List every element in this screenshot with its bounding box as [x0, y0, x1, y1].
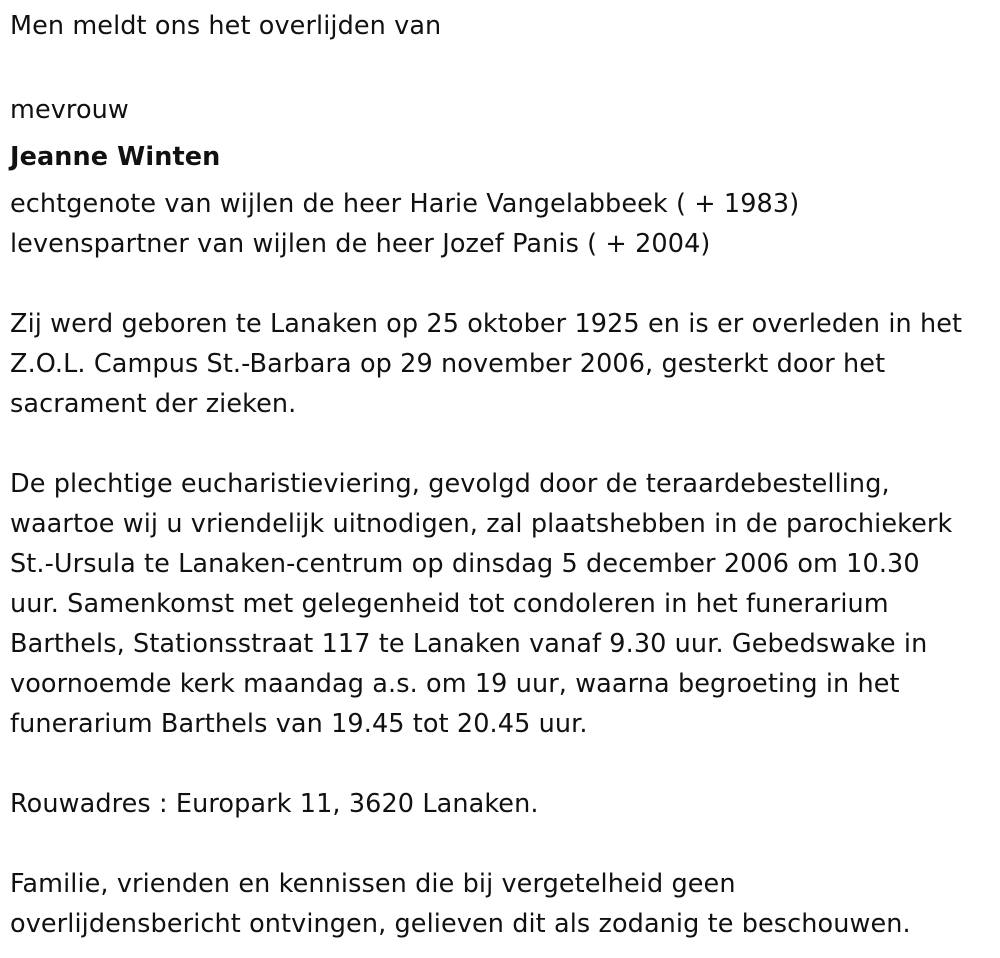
intro-text: Men meldt ons het overlijden van — [10, 11, 442, 41]
paragraph-line: sacrament der zieken. — [10, 389, 297, 419]
paragraph-line: waartoe wij u vriendelijk uitnodigen, zal plaatshebben in de parochiekerk — [10, 509, 953, 539]
relations-block — [10, 184, 995, 264]
paragraph-line: uur. Samenkomst met gelegenheid tot condoleren in het funerarium — [10, 589, 889, 619]
paragraph-line: St.-Ursula te Lanaken-centrum op dinsdag 5 december 2006 om 10.30 — [10, 549, 920, 579]
paragraph-line: voornoemde kerk maandag a.s. om 19 uur, waarna begroeting in het — [10, 669, 900, 699]
spacer — [10, 824, 995, 864]
death-notice — [10, 6, 995, 944]
paragraph-line: Rouwadres : Europark 11, 3620 Lanaken. — [10, 789, 539, 819]
closing-paragraph — [10, 864, 995, 944]
spacer — [10, 744, 995, 784]
paragraph-line: Barthels, Stationsstraat 117 te Lanaken vanaf 9.30 uur. Gebedswake in — [10, 629, 928, 659]
spacer — [10, 424, 995, 464]
relation-line: echtgenote van wijlen de heer Harie Vangelabbeek ( + 1983) — [10, 189, 800, 219]
deceased-name: Jeanne Winten — [10, 142, 221, 172]
mourning-address-paragraph — [10, 784, 995, 824]
paragraph-line: Zij werd geboren te Lanaken op 25 oktober 1925 en is er overleden in het — [10, 309, 963, 339]
funeral-paragraph — [10, 464, 995, 744]
paragraph-line: Z.O.L. Campus St.-Barbara op 29 november 2006, gesterkt door het — [10, 349, 886, 379]
honorific: mevrouw — [10, 95, 129, 125]
paragraph-line: overlijdensbericht ontvingen, gelieven dit als zodanig te beschouwen. — [10, 909, 911, 939]
relation-line: levenspartner van wijlen de heer Jozef Panis ( + 2004) — [10, 229, 711, 259]
paragraph-line: funerarium Barthels van 19.45 tot 20.45 uur. — [10, 709, 588, 739]
spacer — [10, 264, 995, 304]
spacer — [10, 46, 995, 86]
birth-death-paragraph — [10, 304, 995, 424]
paragraph-line: Familie, vrienden en kennissen die bij vergetelheid geen — [10, 869, 736, 899]
paragraph-line: De plechtige eucharistieviering, gevolgd door de teraardebestelling, — [10, 469, 890, 499]
